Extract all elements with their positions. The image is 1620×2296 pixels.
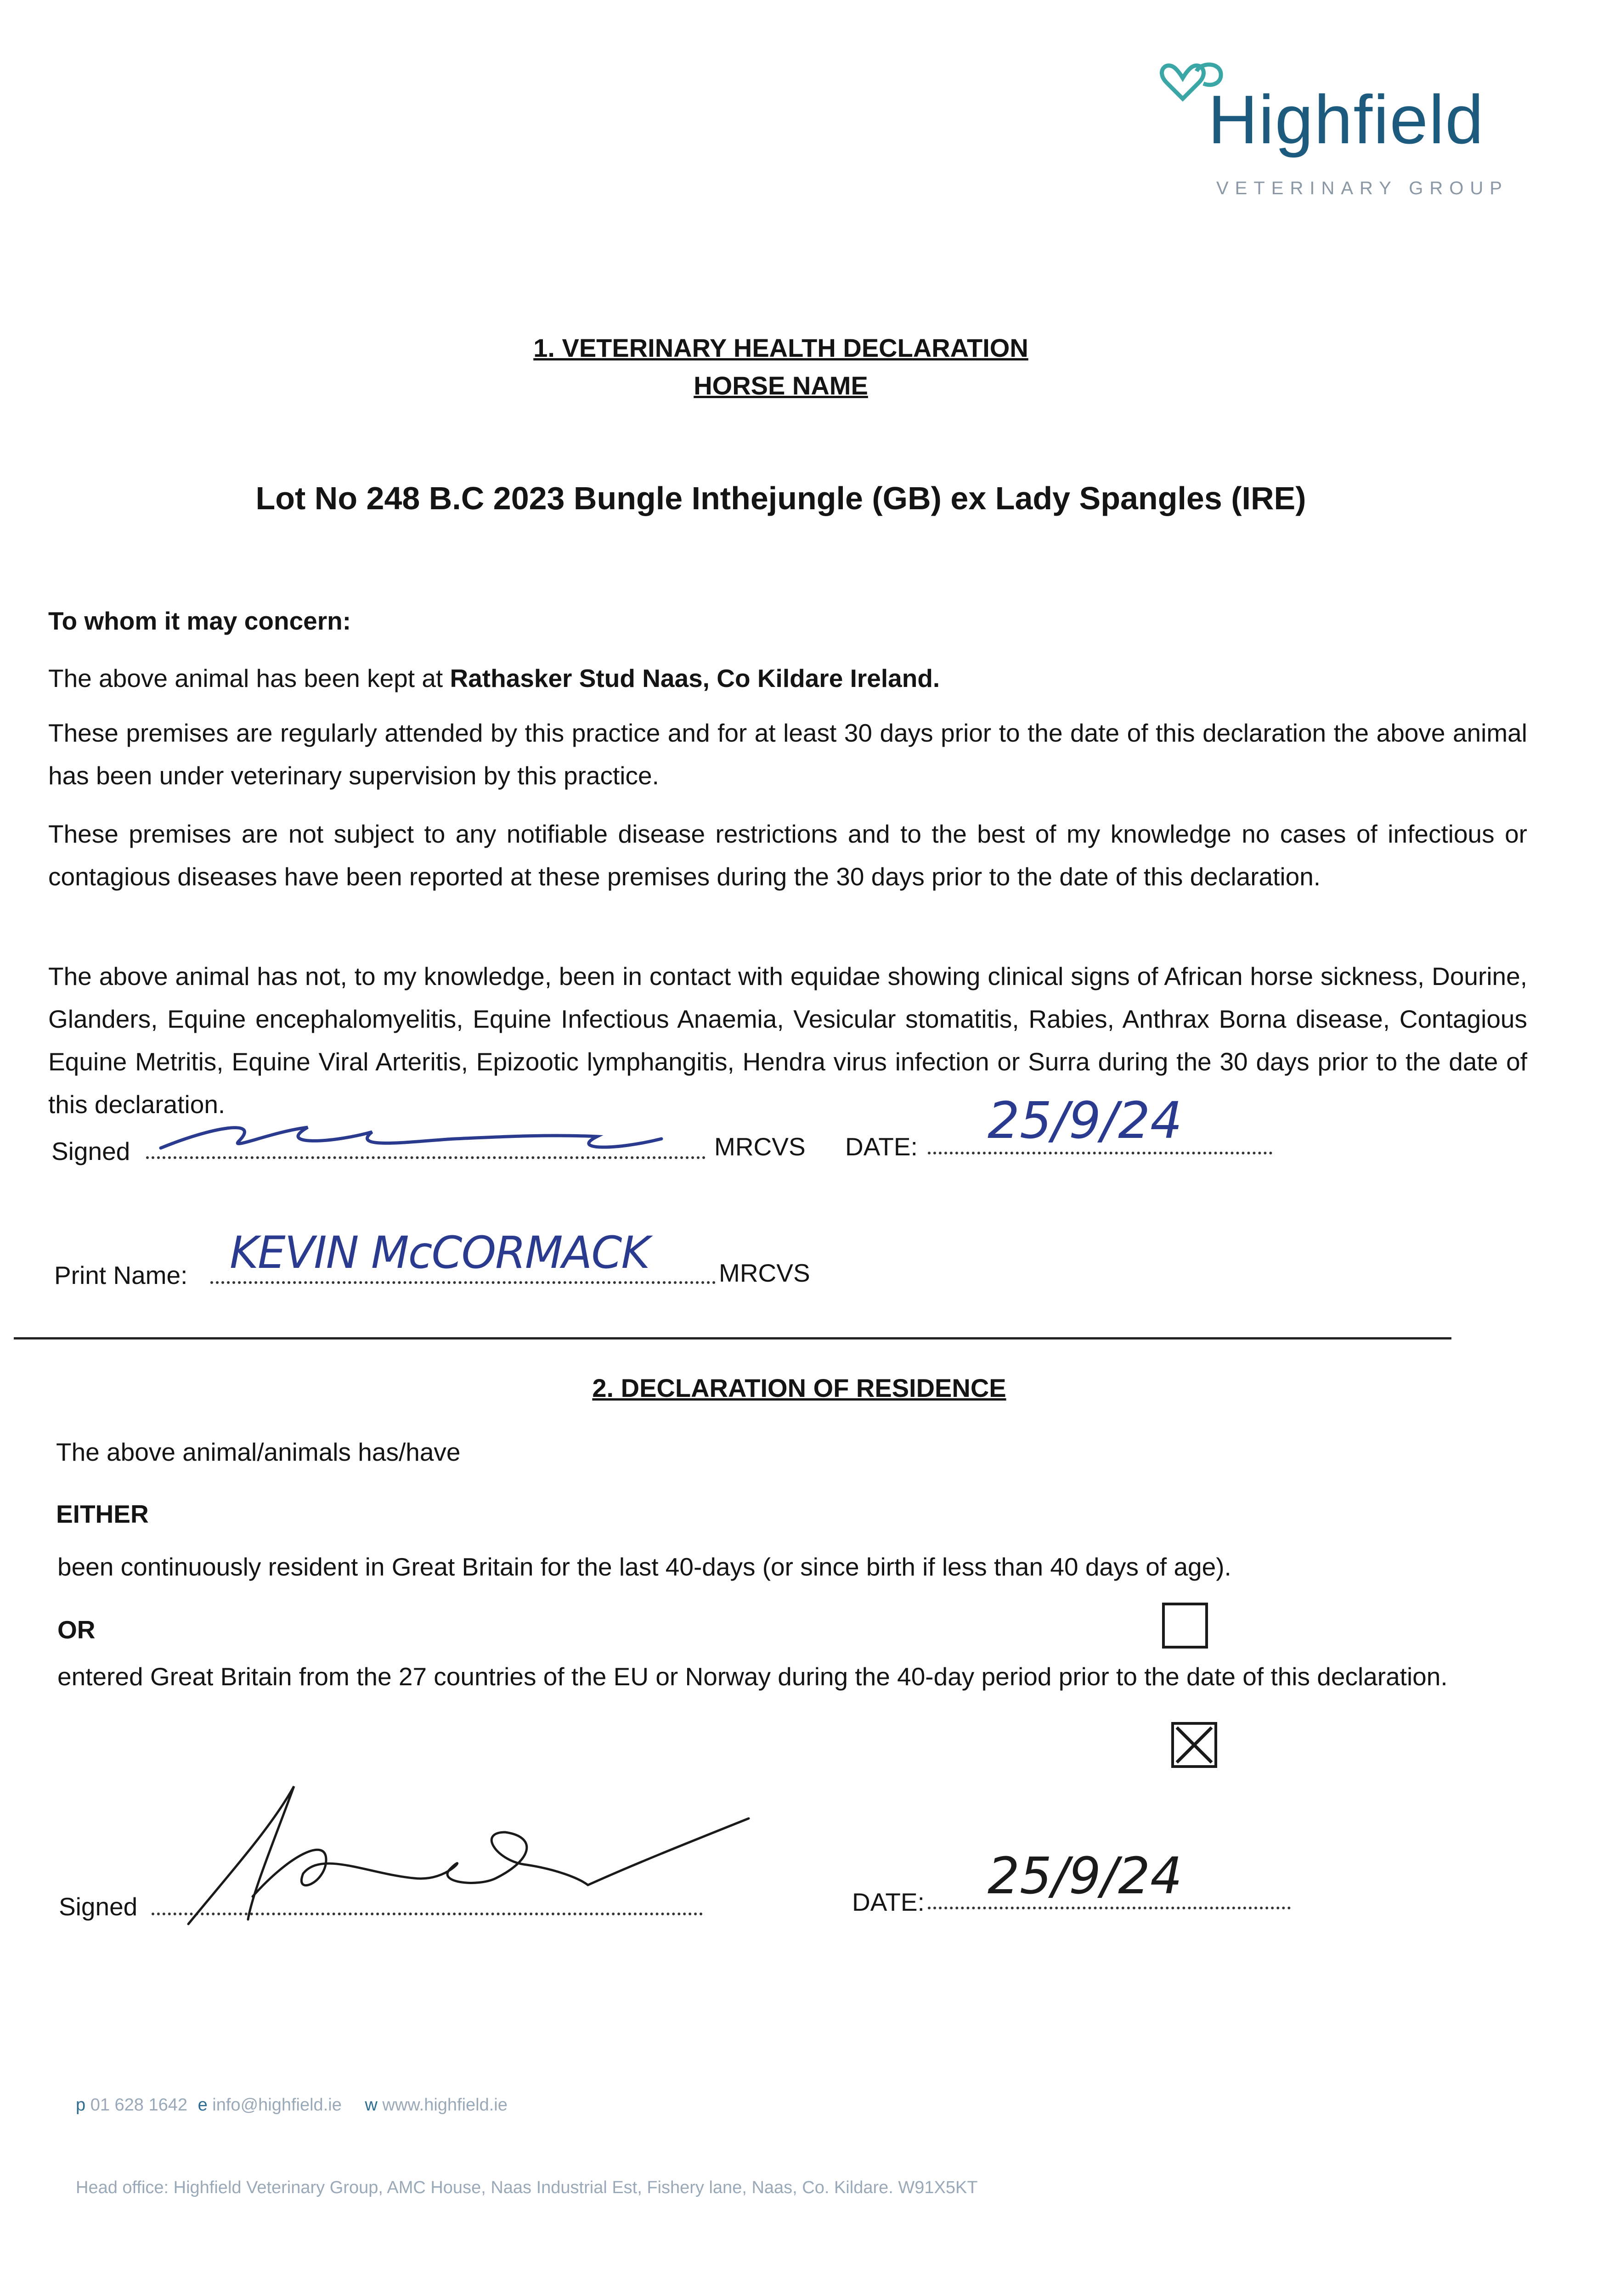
logo-subtitle: VETERINARY GROUP [1216, 178, 1508, 198]
signed-label-2: Signed [59, 1892, 138, 1921]
salutation: To whom it may concern: [48, 607, 351, 635]
para-contact: The above animal has not, to my knowledge, been in contact with equidae showing clinical signs of African horse sickness, Dourine, Glanders, Equine encephalomyelitis, Equine Infectious Anaemia, Vesicular stomatitis, Rabies, Anthrax Borna disease, Contagious Equine Metritis, Equine Viral Arteritis, Epizootic lymphangitis, Hendra virus infection or Surra during the 30 days prior to the date of this declaration. [48, 962, 1527, 1119]
section2-title: 2. DECLARATION OF RESIDENCE [592, 1373, 1006, 1402]
option2-text: entered Great Britain from the 27 countries of the EU or Norway during the 40-day period prior to the date of this declaration. [57, 1662, 1448, 1691]
footer-head-office: Head office: Highfield Veterinary Group, AMC House, Naas Industrial Est, Fishery lane, Naas, Co. Kildare. W91X5KT [76, 2178, 978, 2197]
mrcvs-label-1: MRCVS [714, 1132, 806, 1161]
date-line-2 [928, 1907, 1291, 1909]
vet-signature-2 [175, 1782, 772, 1938]
checkbox-cross-icon [1174, 1725, 1214, 1765]
footer-web[interactable]: www.highfield.ie [382, 2095, 508, 2115]
date-line-1 [928, 1152, 1272, 1154]
para-restrictions: These premises are not subject to any notifiable disease restrictions and to the best of my knowledge no cases of infectious or contagious diseases have been reported at these premises during the 30 days prior to the date of this declaration. [48, 820, 1527, 891]
date-handwritten-1: 25/9/24 [988, 1091, 1183, 1150]
either-label: EITHER [56, 1500, 149, 1528]
vet-signature-1 [156, 1100, 680, 1164]
option1-checkbox[interactable] [1162, 1603, 1208, 1649]
logo-name: Highfield [1208, 81, 1485, 158]
phone-label: p [76, 2095, 86, 2115]
para-supervision: These premises are regularly attended by this practice and for at least 30 days prior to the date of this declaration the above animal has been under veterinary supervision by this practice. [48, 719, 1527, 790]
kept-at-prefix: The above animal has been kept at [48, 664, 450, 692]
option2-checkbox[interactable] [1171, 1722, 1217, 1768]
section2-intro: The above animal/animals has/have [56, 1438, 461, 1466]
print-name-handwritten: KEVIN McCORMACK [230, 1227, 649, 1278]
email-label: e [198, 2095, 208, 2115]
section1-subtitle: HORSE NAME [694, 371, 868, 400]
signed-label-1: Signed [51, 1137, 130, 1165]
or-label: OR [57, 1615, 96, 1644]
web-label: w [365, 2095, 378, 2115]
date-handwritten-2: 25/9/24 [988, 1846, 1183, 1905]
date-label-1: DATE: [845, 1132, 918, 1161]
footer-contact [76, 2096, 508, 2114]
print-name-label: Print Name: [54, 1261, 188, 1289]
mrcvs-label-2: MRCVS [719, 1259, 810, 1287]
kept-at-line [48, 666, 940, 691]
kept-at-place: Rathasker Stud Naas, Co Kildare Ireland. [450, 664, 940, 692]
date-label-2: DATE: [852, 1888, 925, 1916]
section-divider [14, 1337, 1451, 1339]
print-name-line [210, 1281, 716, 1284]
section1-title: 1. VETERINARY HEALTH DECLARATION [533, 333, 1028, 362]
footer-email[interactable]: info@highfield.ie [212, 2095, 342, 2115]
footer-phone: 01 628 1642 [90, 2095, 188, 2115]
option1-text: been continuously resident in Great Britain for the last 40-days (or since birth if less than 40 days of age). [57, 1553, 1231, 1581]
lot-heading: Lot No 248 B.C 2023 Bungle Inthejungle (GB) ex Lady Spangles (IRE) [255, 480, 1306, 516]
